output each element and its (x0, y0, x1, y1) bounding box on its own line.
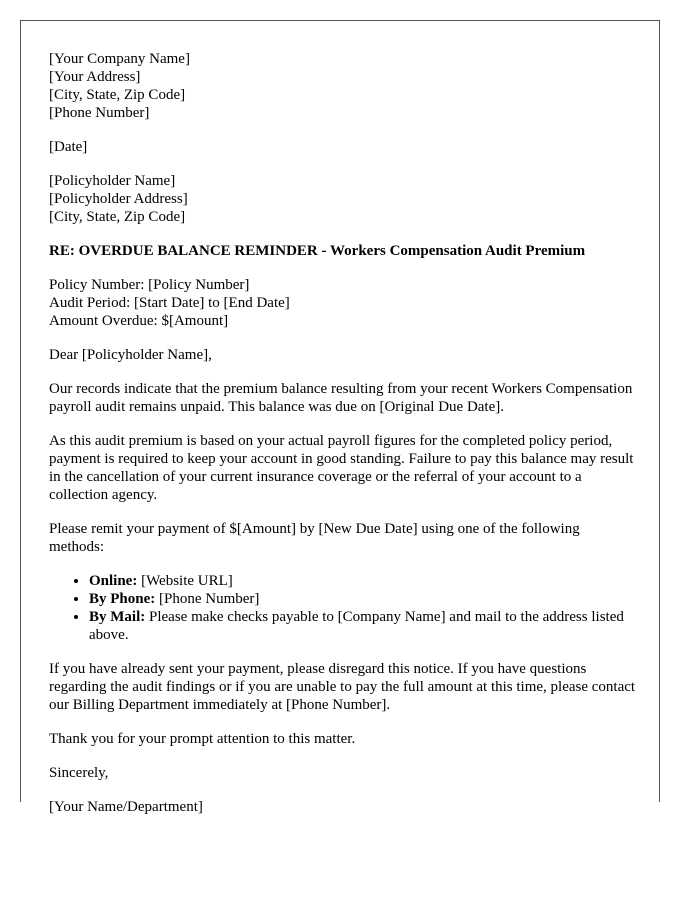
recipient-address: [Policyholder Address] (49, 191, 188, 207)
list-item (89, 608, 637, 644)
recipient-name: [Policyholder Name] (49, 173, 176, 189)
method-text-phone: [Phone Number] (155, 591, 260, 607)
sender-address: [Your Address] (49, 69, 141, 85)
salutation: Dear [Policyholder Name], (49, 347, 212, 363)
list-item (89, 572, 637, 590)
audit-period: Audit Period: [Start Date] to [End Date] (49, 295, 290, 311)
method-text-online: [Website URL] (137, 573, 233, 589)
letter-page (20, 20, 660, 815)
paragraph-remit: Please remit your payment of $[Amount] by [New Due Date] using one of the following methods: (49, 521, 580, 555)
paragraph-disregard: If you have already sent your payment, please disregard this notice. If you have questions regarding the audit findings or if you are unable to pay the full amount at this time, please contact our Billing Department immediately at [Phone Number]. (49, 661, 636, 713)
amount-overdue: Amount Overdue: $[Amount] (49, 313, 229, 329)
paragraph-thanks: Thank you for your prompt attention to this matter. (49, 731, 356, 747)
letter-date: [Date] (49, 139, 88, 155)
date-block (49, 138, 637, 156)
details-block (49, 276, 637, 330)
list-item (89, 590, 637, 608)
policy-number: Policy Number: [Policy Number] (49, 277, 250, 293)
payment-methods-list (49, 572, 637, 644)
letter-content (49, 50, 637, 832)
subject-line: RE: OVERDUE BALANCE REMINDER - Workers Compensation Audit Premium (49, 243, 586, 259)
sender-block (49, 50, 637, 122)
sender-city-state-zip: [City, State, Zip Code] (49, 87, 186, 103)
recipient-city-state-zip: [City, State, Zip Code] (49, 209, 186, 225)
recipient-block (49, 172, 637, 226)
paragraph-records: Our records indicate that the premium balance resulting from your recent Workers Compensation payroll audit remains unpaid. This balance was due on [Original Due Date]. (49, 381, 633, 415)
method-label-phone: By Phone: (89, 591, 156, 607)
paragraph-audit-premium: As this audit premium is based on your actual payroll figures for the completed policy period, payment is required to keep your account in good standing. Failure to pay this balance may result in the cancellation of your current insurance coverage or the referral of your account to a collection agency. (49, 433, 634, 503)
signature: [Your Name/Department] (49, 799, 203, 815)
method-label-mail: By Mail: (89, 609, 146, 625)
method-label-online: Online: (89, 573, 138, 589)
sender-company-name: [Your Company Name] (49, 51, 190, 67)
method-text-mail: Please make checks payable to [Company Name] and mail to the address listed above. (89, 609, 624, 643)
sender-phone: [Phone Number] (49, 105, 150, 121)
closing: Sincerely, (49, 765, 109, 781)
